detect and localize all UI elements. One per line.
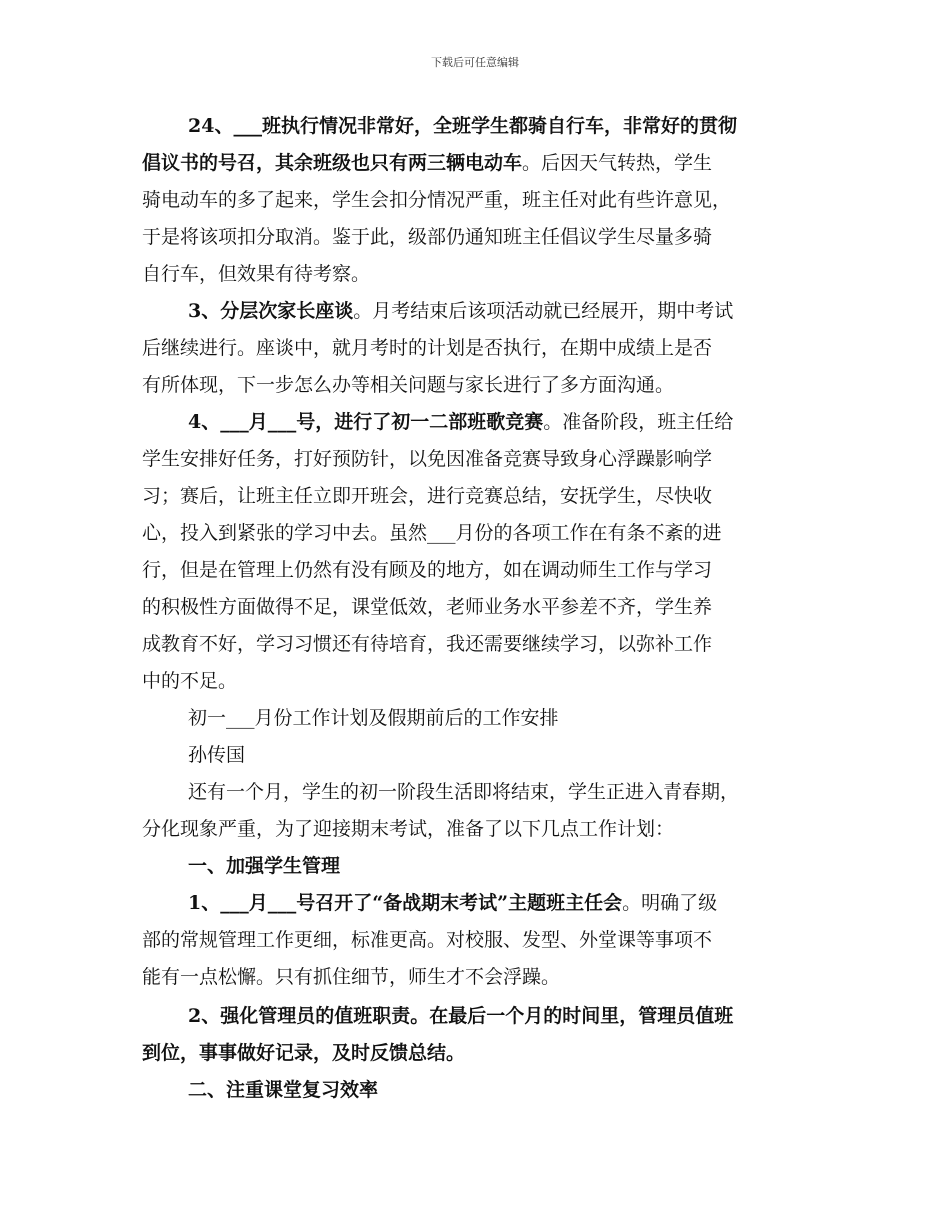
paragraph-line: 行，但是在管理上仍然有没有顾及的地方，如在调动师生工作与学习	[142, 559, 713, 581]
paragraph-line: 于是将该项扣分取消。鉴于此，级部仍通知班主任倡议学生尽量多骑	[142, 226, 713, 248]
section-heading: 二、注重课堂复习效率	[188, 1079, 379, 1101]
body-text: 。准备阶段，班主任给	[543, 411, 734, 433]
section-title: 初一___月份工作计划及假期前后的工作安排	[188, 707, 559, 729]
author-name: 孙传国	[188, 744, 246, 766]
paragraph-line: 部的常规管理工作更细，标准更高。对校服、发型、外堂课等事项不	[142, 929, 713, 951]
paragraph-line: 能有一点松懈。只有抓住细节，师生才不会浮躁。	[142, 966, 561, 988]
paragraph-line: 还有一个月，学生的初一阶段生活即将结束，学生正进入青春期，	[188, 781, 740, 803]
bold-text: 倡议书的号召，其余班级也只有两三辆电动车	[142, 152, 523, 174]
body-text: 。月考结束后该项活动就已经展开，期中考试	[353, 300, 734, 322]
body-text: 。明确了级	[622, 892, 718, 914]
paragraph-line: 后继续进行。座谈中，就月考时的计划是否执行，在期中成绩上是否	[142, 337, 713, 359]
paragraph-line: 心，投入到紧张的学习中去。虽然___月份的各项工作在有条不紊的进	[142, 522, 722, 544]
page-header: 下载后可任意编辑	[431, 56, 519, 69]
paragraph-line: 习；赛后，让班主任立即开班会，进行竞赛总结，安抚学生，尽快收	[142, 485, 713, 507]
paragraph-line: 到位，事事做好记录，及时反馈总结。	[142, 1042, 466, 1064]
paragraph-line: 成教育不好，学习习惯还有待培育，我还需要继续学习，以弥补工作	[142, 633, 713, 655]
paragraph-line: 的积极性方面做得不足，课堂低效，老师业务水平参差不齐，学生养	[142, 596, 713, 618]
body-text: 。后因天气转热，学生	[522, 152, 713, 174]
paragraph-line	[188, 293, 868, 330]
paragraph-line	[142, 145, 822, 182]
paragraph-line: 自行车，但效果有待考察。	[142, 263, 371, 285]
section-heading: 一、加强学生管理	[188, 855, 341, 877]
paragraph-line	[188, 885, 868, 922]
paragraph-line: 24、___班执行情况非常好，全班学生都骑自行车，非常好的贯彻	[188, 115, 737, 137]
paragraph-line: 骑电动车的多了起来，学生会扣分情况严重，班主任对此有些许意见，	[142, 189, 732, 211]
bold-text: 4、___月___号，进行了初一二部班歌竞赛	[188, 411, 544, 433]
bold-text: 1、___月___号召开了“备战期末考试”主题班主任会	[188, 892, 623, 914]
bold-text: 3、分层次家长座谈	[188, 300, 354, 322]
paragraph-line	[188, 404, 868, 441]
paragraph-line: 有所体现，下一步怎么办等相关问题与家长进行了多方面沟通。	[142, 374, 675, 396]
paragraph-line: 分化现象严重，为了迎接期末考试，准备了以下几点工作计划：	[142, 818, 675, 840]
paragraph-line: 2、强化管理员的值班职责。在最后一个月的时间里，管理员值班	[188, 1005, 734, 1027]
paragraph-line: 中的不足。	[142, 670, 238, 692]
paragraph-line: 学生安排好任务，打好预防针，以免因准备竞赛导致身心浮躁影响学	[142, 448, 713, 470]
